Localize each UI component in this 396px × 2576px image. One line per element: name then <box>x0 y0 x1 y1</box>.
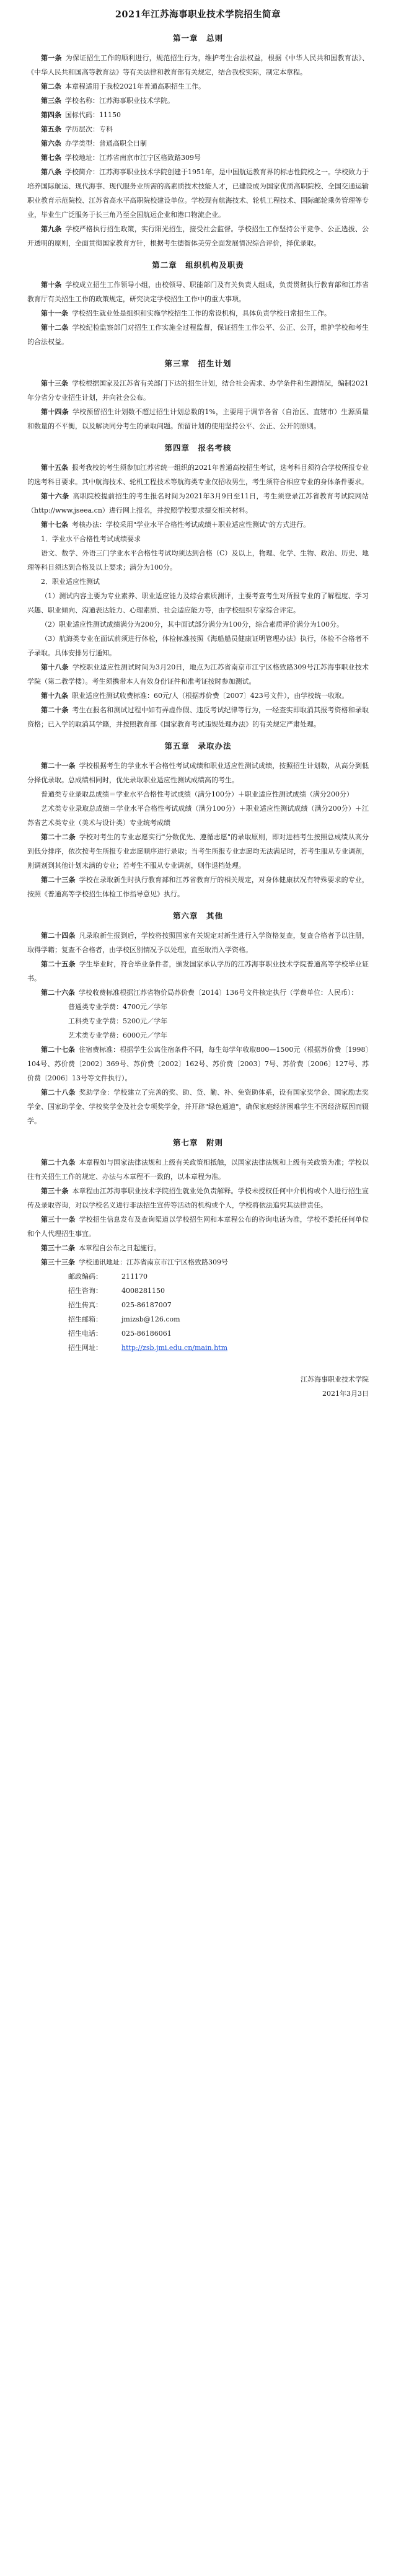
article-paragraph <box>27 929 369 957</box>
signature-block <box>27 1372 369 1401</box>
contact-label: 招生传真： <box>68 1301 102 1309</box>
article-number: 第三十三条 <box>41 1258 75 1266</box>
fee-line: 艺术类专业学费：6000元／学年 <box>68 1031 167 1039</box>
article-paragraph <box>27 165 369 222</box>
article-text: 考核办法：学校采用"学业水平合格性考试成绩＋职业适应性测试"的方式进行。 <box>72 521 310 529</box>
article-paragraph <box>27 1155 369 1184</box>
article-text: 学校在录取新生时执行教育部和江苏省教育厅的相关规定，对身体健康状况有特殊要求的专业，按照《普通高等学校招生体检工作指导意见》执行。 <box>27 876 369 898</box>
contact-value: jmizsb@126.com <box>121 1315 180 1323</box>
chapter-heading: 第六章 其他 <box>172 911 223 920</box>
body-paragraph: （1）测试内容主要为专业素养、职业适应能力及综合素质测评，主要考查考生对所报专业的了解程度、学习兴趣、职业倾向、沟通表达能力、心理素质、社会适应能力等，由学校组织专家综合评定。 <box>27 592 369 614</box>
article-text: 为保证招生工作的顺利进行，规范招生行为，维护考生合法权益，根据《中华人民共和国教育法》、《中华人民共和国高等教育法》等有关法律和教育部有关规定，结合我校实际，制定本章程。 <box>27 54 369 76</box>
contact-row <box>27 1312 369 1326</box>
article-number: 第三十一条 <box>41 1215 76 1224</box>
article-text: 学校收费标准根据江苏省物价局苏价费〔2014〕136号文件核定执行（学费单位：人民币）： <box>79 989 358 997</box>
article-number: 第三十二条 <box>41 1244 75 1252</box>
article-number: 第二十七条 <box>41 1046 76 1054</box>
article-number: 第三十条 <box>41 1187 69 1195</box>
article-text: 学校通讯地址：江苏省南京市江宁区格致路309号 <box>79 1258 228 1266</box>
article-number: 第三条 <box>41 97 61 105</box>
article-number: 第二十三条 <box>41 876 76 884</box>
article-paragraph <box>27 122 369 136</box>
article-number: 第二十六条 <box>41 989 75 997</box>
article-text: 高职院校提前招生的考生报名时间为2021年3月9日至11日，考生须登录江苏省教育考试院网站（http://www.jseea.cn）进行网上报名，并按照学校要求提交相关材料。 <box>27 492 369 514</box>
contact-row <box>27 1284 369 1298</box>
contact-value: 211170 <box>121 1273 147 1281</box>
article-text: 学校根据国家及江苏省有关部门下达的招生计划，结合社会需求、办学条件和生源情况，编制2021年分省分专业招生计划，并向社会公布。 <box>27 379 369 402</box>
article-number: 第二十一条 <box>41 762 76 770</box>
contact-value: 025-86186061 <box>121 1330 172 1338</box>
contact-label: 邮政编码： <box>68 1273 102 1281</box>
article-number: 第二十条 <box>41 706 69 714</box>
article-text: 学校职业适应性测试时间为3月20日，地点为江苏省南京市江宁区格致路309号江苏海事职业技术学院（第二教学楼）。考生须携带本人有效身份证件和准考证按时参加测试。 <box>27 663 369 686</box>
chapters-container <box>27 30 369 1269</box>
contact-value: 025-86187007 <box>121 1301 172 1309</box>
sub-heading: 1．学业水平合格性考试成绩要求 <box>41 535 141 543</box>
article-text: 本章程适用于我校2021年普通高职招生工作。 <box>65 82 205 90</box>
article-number: 第十七条 <box>41 521 68 529</box>
contact-label: 招生电话： <box>68 1330 102 1338</box>
article-number: 第六条 <box>41 139 61 148</box>
contact-label: 招生咨询： <box>68 1287 102 1295</box>
article-paragraph <box>27 278 369 306</box>
body-paragraph: 艺术类专业录取总成绩＝学业水平合格性考试成绩（满分100分）＋职业适应性测试成绩（满分200分）＋江苏省艺术类专业（美术与设计类）专业统考成绩 <box>27 805 369 827</box>
article-text: 学校根据考生的学业水平合格性考试成绩和职业适应性测试成绩，按照招生计划数，从高分到低分择优录取。总成绩相同时，优先录取职业适应性测试成绩高的考生。 <box>27 762 369 784</box>
article-text: 学校成立招生工作领导小组，由校领导、职能部门及有关负责人组成，负责贯彻执行教育部和江苏省教育厅有关招生工作的政策规定，研究决定学校招生工作中的重大事项。 <box>27 281 369 303</box>
article-paragraph <box>27 1043 369 1085</box>
admissions-website-link[interactable]: http://zsb.jmi.edu.cn/main.htm <box>121 1344 228 1352</box>
article-text: 本章程自公布之日起施行。 <box>79 1244 161 1252</box>
article-number: 第十条 <box>41 281 62 289</box>
article-paragraph <box>27 873 369 901</box>
article-paragraph <box>27 136 369 151</box>
article-paragraph <box>27 703 369 731</box>
article-text: 本章程由江苏海事职业技术学院招生就业处负责解释。学校未授权任何中介机构或个人进行招生宣传及录取咨询，对以学校名义进行非法招生宣传等活动的机构或个人，学校将依法追究其法律责任。 <box>27 1187 369 1209</box>
article-number: 第十四条 <box>41 408 69 416</box>
article-text: 学校简介：江苏海事职业技术学院创建于1951年，是中国航运教育界的标志性院校之一。学校致力于培养国际航运、现代海事、现代服务业所需的高素质技术技能人才，已建设成为国家优质高职院校、全国交通运输职业教育示范院校、江苏省高水平高职院校建设单位。学校现有航海技术、轮机工程技术、国际邮轮乘务管理等专业，毕业生广泛服务于长三角乃至全国航运企业和港口物流企业。 <box>27 168 369 219</box>
article-number: 第十五条 <box>41 464 68 472</box>
article-number: 第十一条 <box>41 309 68 317</box>
article-text: 学校地址：江苏省南京市江宁区格致路309号 <box>65 154 201 162</box>
article-number: 第十九条 <box>41 692 68 700</box>
article-text: 学校招生信息发布及查询渠道以学校招生网和本章程公布的咨询电话为准，学校不委托任何单位和个人代理招生事宜。 <box>27 1215 369 1238</box>
article-paragraph <box>27 320 369 349</box>
article-text: 学生毕业时，符合毕业条件者，颁发国家承认学历的江苏海事职业技术学院普通高等学校毕业证书。 <box>27 960 369 982</box>
contact-label: 招生邮箱： <box>68 1315 102 1323</box>
article-text: 学校严格执行招生政策，实行阳光招生，接受社会监督。学校招生工作坚持公平竞争、公正选拔、公开透明的原则，全面贯彻国家教育方针，根据考生德智体美劳全面发展情况综合评价，择优录取。 <box>27 225 369 247</box>
article-text: 报考我校的考生须参加江苏省统一组织的2021年普通高校招生考试，选考科目须符合学校所报专业的选考科目要求。其中航海技术、轮机工程技术等航海类专业仅招收男生，考生须符合相应专业的身体条件要求。 <box>27 464 369 486</box>
article-number: 第二十八条 <box>41 1088 76 1096</box>
chapter-heading: 第二章 组织机构及职责 <box>152 260 244 270</box>
sub-heading: 2．职业适应性测试 <box>41 578 100 586</box>
article-paragraph <box>27 986 369 1000</box>
article-text: 学校纪检监察部门对招生工作实施全过程监督，保证招生工作公平、公正、公开，维护学校和考生的合法权益。 <box>27 324 369 346</box>
article-number: 第二十五条 <box>41 960 76 968</box>
chapter-heading: 第七章 附则 <box>172 1138 223 1147</box>
article-number: 第十三条 <box>41 379 68 387</box>
article-paragraph <box>27 151 369 165</box>
article-paragraph <box>27 1241 369 1255</box>
body-paragraph: 普通类专业录取总成绩＝学业水平合格性考试成绩（满分100分）＋职业适应性测试成绩（满分200分） <box>41 790 353 798</box>
article-paragraph <box>27 1255 369 1269</box>
article-paragraph <box>27 405 369 433</box>
fee-line: 普通类专业学费：4700元／学年 <box>68 1003 167 1011</box>
article-number: 第五条 <box>41 125 61 133</box>
article-paragraph <box>27 306 369 320</box>
article-text: 考生在报名和测试过程中如有弄虚作假、违反考试纪律等行为，一经查实即取消其报考资格和录取资格；已入学的取消其学籍，并按照教育部《国家教育考试违规处理办法》的有关规定严肃处理。 <box>27 706 369 728</box>
article-paragraph <box>27 489 369 518</box>
article-number: 第九条 <box>41 225 62 233</box>
article-paragraph <box>27 759 369 787</box>
article-number: 第二十四条 <box>41 932 76 940</box>
article-text: 学校招生就业处是组织和实施学校招生工作的常设机构，具体负责学校日常招生工作。 <box>72 309 331 317</box>
article-paragraph <box>27 1085 369 1128</box>
article-paragraph <box>27 830 369 873</box>
article-number: 第十二条 <box>41 324 69 332</box>
chapter-heading: 第一章 总则 <box>172 33 223 43</box>
contact-rows <box>27 1269 369 1341</box>
article-paragraph <box>27 1212 369 1241</box>
signature-org: 江苏海事职业技术学院 <box>301 1375 369 1383</box>
article-paragraph <box>27 1184 369 1212</box>
chapter-heading: 第四章 报名考核 <box>164 443 232 452</box>
article-paragraph <box>27 222 369 250</box>
article-text: 奖助学金：学校建立了完善的奖、助、贷、勤、补、免资助体系，设有国家奖学金、国家励志奖学金、国家助学金、学校奖学金及社会专项奖学金，并开辟"绿色通道"，确保家庭经济困难学生不因经济原因而辍学。 <box>27 1088 369 1125</box>
article-paragraph <box>27 957 369 986</box>
body-paragraph: 语文、数学、外语三门学业水平合格性考试均须达到合格（C）及以上，物理、化学、生物、政治、历史、地理等科目须达到合格及以上要求；满分为100分。 <box>27 549 369 571</box>
article-text: 学历层次：专科 <box>65 125 113 133</box>
article-number: 第二十九条 <box>41 1158 76 1167</box>
article-paragraph <box>27 518 369 532</box>
article-text: 住宿费标准：根据学生公寓住宿条件不同，每生每学年收取800—1500元（根据苏价费〔1998〕104号、苏价费〔2002〕369号、苏价费〔2002〕162号、苏价费〔2003〕7号、苏价费〔2006〕127号、苏价费〔2006〕13号等文件执行）。 <box>27 1046 369 1082</box>
article-paragraph <box>27 376 369 405</box>
article-text: 学校名称：江苏海事职业技术学院。 <box>65 97 174 105</box>
article-paragraph <box>27 79 369 94</box>
contact-row <box>27 1326 369 1341</box>
article-paragraph <box>27 461 369 489</box>
article-number: 第八条 <box>41 168 61 176</box>
contact-section <box>27 1269 369 1355</box>
chapter-heading: 第三章 招生计划 <box>164 359 232 368</box>
fee-line: 工科类专业学费：5200元／学年 <box>68 1017 167 1025</box>
article-number: 第一条 <box>41 54 62 62</box>
article-paragraph <box>27 689 369 703</box>
article-text: 学校预留招生计划数不超过招生计划总数的1%，主要用于调节各省（自治区、直辖市）生源质量和数量的不平衡，以及解决同分考生的录取问题。预留计划的使用坚持公平、公正、公开的原则。 <box>27 408 369 430</box>
contact-value: 4008281150 <box>121 1287 165 1295</box>
article-paragraph <box>27 660 369 689</box>
chapter-heading: 第五章 录取办法 <box>164 741 232 751</box>
document-title: 2021年江苏海事职业技术学院招生简章 <box>115 9 281 20</box>
article-text: 凡录取新生报到后，学校将按照国家有关规定对新生进行入学资格复查，复查合格者予以注册，取得学籍；复查不合格者，由学校区别情况予以处理，直至取消入学资格。 <box>27 932 369 954</box>
body-paragraph: （2）职业适应性测试成绩满分为200分，其中面试部分满分为100分，综合素质评价满分为100分。 <box>41 620 343 629</box>
article-text: 本章程如与国家法律法规和上级有关政策相抵触，以国家法律法规和上级有关政策为准；学校以往有关招生工作的规定、办法与本章程不一致的，以本章程为准。 <box>27 1158 369 1181</box>
contact-row <box>27 1269 369 1284</box>
contact-row-website <box>27 1341 369 1355</box>
contact-row <box>27 1298 369 1312</box>
article-text: 学校对考生的专业志愿实行"分数优先、遵循志愿"的录取原则，即对进档考生按照总成绩从高分到低分排序，依次按考生所报专业志愿顺序进行录取；当考生所报专业志愿均无法满足时，若考生服从专业调剂，则调剂到其他计划未满的专业；若考生不服从专业调剂，则作退档处理。 <box>27 833 369 870</box>
article-text: 职业适应性测试收费标准：60元/人（根据苏价费〔2007〕423号文件），由学校统一收取。 <box>72 692 349 700</box>
signature-date: 2021年3月3日 <box>322 1390 369 1398</box>
article-number: 第二十二条 <box>41 833 76 841</box>
article-paragraph <box>27 51 369 79</box>
article-number: 第二条 <box>41 82 61 90</box>
body-paragraph: （3）航海类专业在面试前须进行体检，体检标准按照《海船船员健康证明管理办法》执行，体检不合格者不予录取。具体安排另行通知。 <box>27 635 369 657</box>
article-paragraph <box>27 108 369 122</box>
article-text: 办学类型：普通高职全日制 <box>65 139 147 148</box>
article-number: 第七条 <box>41 154 61 162</box>
article-text: 国标代码：11150 <box>65 111 121 119</box>
contact-label-website: 招生网址： <box>68 1344 102 1352</box>
article-number: 第四条 <box>41 111 61 119</box>
article-number: 第十八条 <box>41 663 69 671</box>
article-number: 第十六条 <box>41 492 69 500</box>
article-paragraph <box>27 94 369 108</box>
